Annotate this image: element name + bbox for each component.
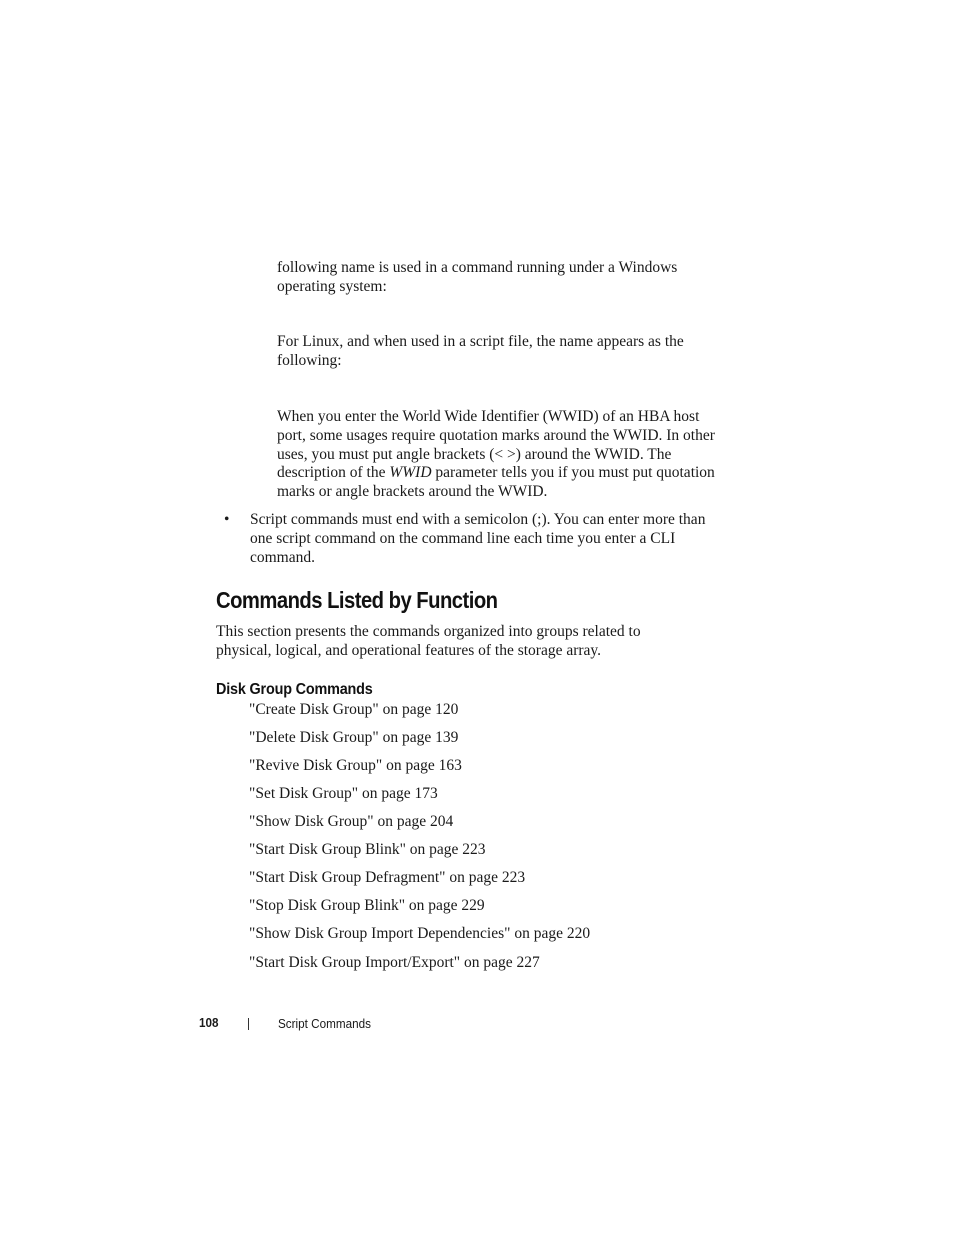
- disk-group-commands-subheading: Disk Group Commands: [216, 681, 373, 698]
- footer-separator: [248, 1018, 249, 1030]
- command-link-revive-disk-group[interactable]: "Revive Disk Group" on page 163: [249, 757, 462, 774]
- section-intro-paragraph: This section presents the commands organized into groups related to physical, logical, and operational features of the storage array.: [216, 623, 641, 659]
- wwid-paragraph-text-1: When you enter the World Wide Identifier (WWID) of an HBA host port, some usages require quotation marks around the WWID. In other uses, you must put angle brackets (< >) around the WWID. The description of the: [277, 408, 715, 482]
- command-link-start-disk-group-import-export[interactable]: "Start Disk Group Import/Export" on page 227: [249, 954, 540, 971]
- page-number: 108: [199, 1015, 219, 1030]
- command-link-start-disk-group-defragment[interactable]: "Start Disk Group Defragment" on page 223: [249, 869, 526, 886]
- command-link-show-disk-group-import-dependencies[interactable]: "Show Disk Group Import Dependencies" on page 220: [249, 925, 591, 942]
- footer-chapter-title: Script Commands: [278, 1016, 371, 1031]
- linux-name-paragraph: For Linux, and when used in a script file, the name appears as the following:: [277, 333, 684, 369]
- wwid-paragraph-text-2: parameter tells you if you must put quotation marks or angle brackets around the WWID.: [277, 464, 715, 501]
- command-link-set-disk-group[interactable]: "Set Disk Group" on page 173: [249, 785, 438, 802]
- bullet-icon: •: [224, 511, 230, 528]
- command-link-stop-disk-group-blink[interactable]: "Stop Disk Group Blink" on page 229: [249, 897, 485, 914]
- command-link-start-disk-group-blink[interactable]: "Start Disk Group Blink" on page 223: [249, 841, 486, 858]
- command-link-show-disk-group[interactable]: "Show Disk Group" on page 204: [249, 813, 454, 830]
- wwid-parameter-name: WWID: [389, 464, 432, 482]
- wwid-paragraph: [277, 408, 722, 502]
- command-link-create-disk-group[interactable]: "Create Disk Group" on page 120: [249, 701, 459, 718]
- command-link-delete-disk-group[interactable]: "Delete Disk Group" on page 139: [249, 729, 459, 746]
- windows-name-paragraph: following name is used in a command running under a Windows operating system:: [277, 259, 678, 295]
- bullet-text: Script commands must end with a semicolon (;). You can enter more than one script command on the command line each time you enter a CLI command.: [250, 511, 706, 566]
- section-heading: Commands Listed by Function: [216, 587, 498, 613]
